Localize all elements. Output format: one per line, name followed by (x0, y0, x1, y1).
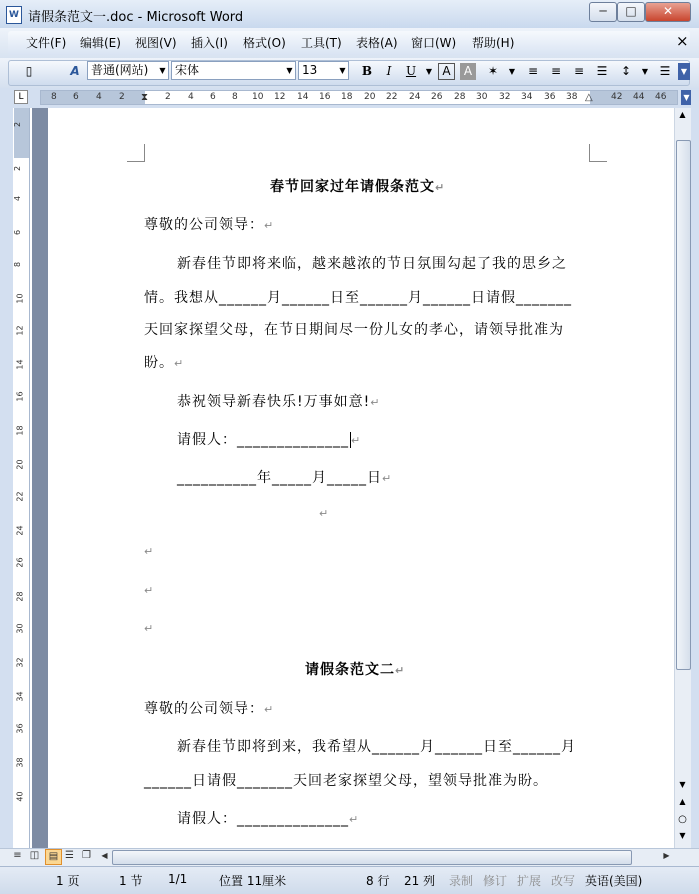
distributed-align-icon[interactable]: ☰ (596, 64, 608, 78)
crop-mark (589, 144, 607, 162)
empty-paragraph: ↵ (144, 545, 155, 558)
vruler-mark: 10 (15, 293, 25, 304)
ruler-mark: 6 (210, 92, 216, 102)
vruler-mark: 32 (15, 657, 25, 668)
toolbar-options-icon[interactable]: ▼ (678, 63, 690, 80)
ruler-mark: 4 (188, 92, 194, 102)
ruler-mark: 46 (655, 92, 667, 102)
outline-view-icon[interactable]: ☰ (65, 850, 74, 861)
vruler-mark: 36 (15, 723, 25, 734)
previous-page-icon[interactable]: ▲ (679, 797, 686, 806)
formatting-toolbar (0, 58, 699, 88)
close-button[interactable]: ✕ (645, 2, 691, 22)
menu-edit[interactable]: 编辑(E) (80, 36, 121, 50)
horizontal-ruler[interactable] (40, 90, 678, 105)
paragraph-1-line-1: 新春佳节即将来临，越来越浓的节日氛围勾起了我的思乡之 (177, 256, 567, 272)
select-browse-object-icon[interactable]: ○ (678, 814, 687, 825)
font-select[interactable] (171, 61, 296, 80)
font-value: 宋体 (175, 63, 200, 77)
align-right-icon[interactable]: ≡ (573, 64, 585, 78)
wish-line: 恭祝领导新春快乐!万事如意!↵ (177, 394, 381, 410)
salutation-2: 尊敬的公司领导：↵ (144, 701, 275, 717)
font-size-select[interactable] (298, 61, 349, 80)
menu-bar (0, 28, 699, 58)
styles-pane-icon[interactable]: A (70, 64, 80, 78)
paragraph-2-line-1: 新春佳节即将到来，我希望从______月______日至______月 (177, 739, 576, 755)
vruler-mark: 30 (15, 623, 25, 634)
scroll-right-icon[interactable]: ▶ (663, 851, 670, 860)
vruler-mark: 14 (15, 359, 25, 370)
status-section: 1 节 (119, 874, 143, 888)
tab-selector[interactable]: L (14, 90, 28, 104)
menu-insert[interactable]: 插入(I) (191, 36, 228, 50)
line-spacing-dropdown-icon[interactable]: ▼ (641, 67, 649, 76)
ruler-row (0, 88, 699, 108)
menu-format[interactable]: 格式(O) (243, 36, 286, 50)
numbering-icon[interactable]: ☰ (659, 64, 671, 78)
paragraph-1-line-3: 天回家探望父母，在节日期间尽一份儿女的孝心，请领导批准为 (144, 322, 564, 338)
status-page: 1 页 (56, 874, 80, 888)
line-spacing-icon[interactable]: ↕ (620, 64, 632, 78)
ruler-mark: 30 (476, 92, 488, 102)
status-bar (0, 866, 699, 894)
ruler-mark: 42 (611, 92, 623, 102)
status-line: 8 行 (366, 874, 390, 888)
vruler-mark: 2 (13, 121, 23, 128)
status-overtype[interactable]: 改写 (551, 874, 576, 888)
text-effect-dropdown-icon[interactable]: ▼ (508, 67, 516, 76)
align-justify-icon[interactable]: ≡ (527, 64, 539, 78)
reading-layout-icon[interactable]: ❐ (82, 850, 91, 861)
ruler-mark: 20 (364, 92, 376, 102)
left-gutter (0, 108, 13, 848)
ruler-mark: 32 (499, 92, 511, 102)
ruler-mark: 24 (409, 92, 421, 102)
status-page-count: 1/1 (168, 872, 188, 886)
scroll-left-icon[interactable]: ◀ (101, 851, 108, 860)
date-line-1: __________年_____月_____日↵ (177, 470, 393, 486)
ruler-mark: 14 (297, 92, 309, 102)
vruler-mark: 2 (13, 165, 23, 172)
menu-table[interactable]: 表格(A) (356, 36, 398, 50)
status-column: 21 列 (404, 874, 436, 888)
ruler-mark: 4 (96, 92, 102, 102)
vruler-mark: 28 (15, 591, 25, 602)
vruler-mark: 8 (13, 261, 23, 268)
salutation-1: 尊敬的公司领导：↵ (144, 217, 275, 233)
menu-help[interactable]: 帮助(H) (472, 36, 515, 50)
text-effect-icon[interactable]: ✶ (487, 64, 499, 78)
web-layout-icon[interactable]: ◫ (29, 850, 40, 861)
menu-view[interactable]: 视图(V) (135, 36, 177, 50)
horizontal-scroll-thumb[interactable] (112, 850, 632, 865)
align-center-icon[interactable]: ≡ (550, 64, 562, 78)
ruler-mark: 18 (341, 92, 353, 102)
menu-window[interactable]: 窗口(W) (411, 36, 457, 50)
chevron-down-icon[interactable]: ▼ (339, 66, 346, 75)
underline-button[interactable]: U (405, 64, 417, 78)
doc-title-1: 春节回家过年请假条范文↵ (270, 179, 446, 195)
vruler-mark: 26 (15, 557, 25, 568)
applicant-line-2: 请假人：______________↵ (177, 811, 360, 827)
char-border-icon[interactable]: A (438, 63, 455, 80)
italic-button[interactable]: I (386, 64, 392, 78)
next-page-icon[interactable]: ▼ (679, 831, 686, 840)
doc-title-2: 请假条范文二↵ (305, 662, 406, 678)
applicant-line-1: 请假人：______________ ↵ (177, 432, 362, 448)
word-app-icon[interactable]: W (6, 6, 22, 24)
vertical-ruler[interactable] (14, 108, 30, 848)
close-document-button[interactable]: × (676, 32, 689, 50)
vruler-mark: 6 (13, 229, 23, 236)
status-track-changes[interactable]: 修订 (483, 874, 508, 888)
ruler-mark: 36 (544, 92, 556, 102)
right-indent-marker[interactable]: △ (585, 92, 593, 103)
ruler-mark: 12 (274, 92, 286, 102)
menu-tools[interactable]: 工具(T) (301, 36, 342, 50)
status-record[interactable]: 录制 (449, 874, 474, 888)
ruler-mark: 38 (566, 92, 578, 102)
vertical-scroll-thumb[interactable] (676, 140, 691, 670)
empty-paragraph: ↵ (319, 507, 330, 520)
empty-paragraph: ↵ (144, 584, 155, 597)
ruler-mark: 22 (386, 92, 398, 102)
vruler-mark: 16 (15, 391, 25, 402)
vruler-mark: 20 (15, 459, 25, 470)
vruler-mark: 4 (13, 195, 23, 202)
ruler-mark: 8 (51, 92, 57, 102)
empty-paragraph: ↵ (144, 622, 155, 635)
chevron-down-icon[interactable]: ▼ (159, 66, 166, 75)
paragraph-2-line-2: ______日请假_______天回老家探望父母，望领导批准为盼。 (144, 773, 548, 789)
normal-view-icon[interactable]: ≡ (13, 850, 22, 861)
ruler-mark: 28 (454, 92, 466, 102)
first-line-indent-marker[interactable]: ⧗ (141, 92, 149, 103)
print-layout-icon[interactable]: ▤ (45, 849, 62, 865)
vruler-mark: 18 (15, 425, 25, 436)
ruler-mark: 16 (319, 92, 331, 102)
window-title: 请假条范文一.doc - Microsoft Word (28, 10, 244, 25)
vruler-mark: 24 (15, 525, 25, 536)
new-document-icon[interactable]: ▯ (25, 64, 33, 78)
underline-dropdown-icon[interactable]: ▼ (425, 67, 433, 76)
menu-file[interactable]: 文件(F) (26, 36, 67, 50)
paragraph-1-line-4: 盼。↵ (144, 355, 185, 371)
vruler-mark: 12 (15, 325, 25, 336)
ruler-mark: 2 (119, 92, 125, 102)
vruler-mark: 38 (15, 757, 25, 768)
ruler-mark: 2 (165, 92, 171, 102)
vruler-mark: 22 (15, 491, 25, 502)
status-position: 位置 11厘米 (219, 874, 287, 888)
ruler-mark: 44 (633, 92, 645, 102)
ruler-mark: 8 (232, 92, 238, 102)
crop-mark (127, 144, 145, 162)
status-extend[interactable]: 扩展 (517, 874, 542, 888)
scroll-up-icon[interactable]: ▲ (679, 110, 686, 119)
title-bar (0, 0, 699, 29)
chevron-down-icon[interactable]: ▼ (286, 66, 293, 75)
ruler-mark: 34 (521, 92, 533, 102)
ruler-mark: 26 (431, 92, 443, 102)
vruler-mark: 34 (15, 691, 25, 702)
minimize-button[interactable]: ─ (589, 2, 617, 22)
document-page[interactable] (49, 108, 674, 848)
scroll-down-icon[interactable]: ▼ (679, 780, 686, 789)
char-shading-icon[interactable]: A (460, 63, 476, 80)
page-shadow-strip (32, 108, 48, 848)
style-value: 普通(网站) (91, 63, 149, 77)
vruler-mark: 40 (15, 791, 25, 802)
window-right-edge (691, 88, 699, 848)
ruler-mark: 6 (73, 92, 79, 102)
maximize-button[interactable]: □ (617, 2, 645, 22)
status-language[interactable]: 英语(美国) (585, 874, 643, 888)
bold-button[interactable]: B (361, 64, 373, 78)
ruler-mark: 10 (252, 92, 264, 102)
paragraph-1-line-2: 情。我想从______月______日至______月______日请假_______ (144, 290, 572, 306)
toolbar-options-icon[interactable]: ▼ (681, 90, 692, 105)
font-size-value: 13 (302, 63, 318, 77)
style-select[interactable] (87, 61, 169, 80)
